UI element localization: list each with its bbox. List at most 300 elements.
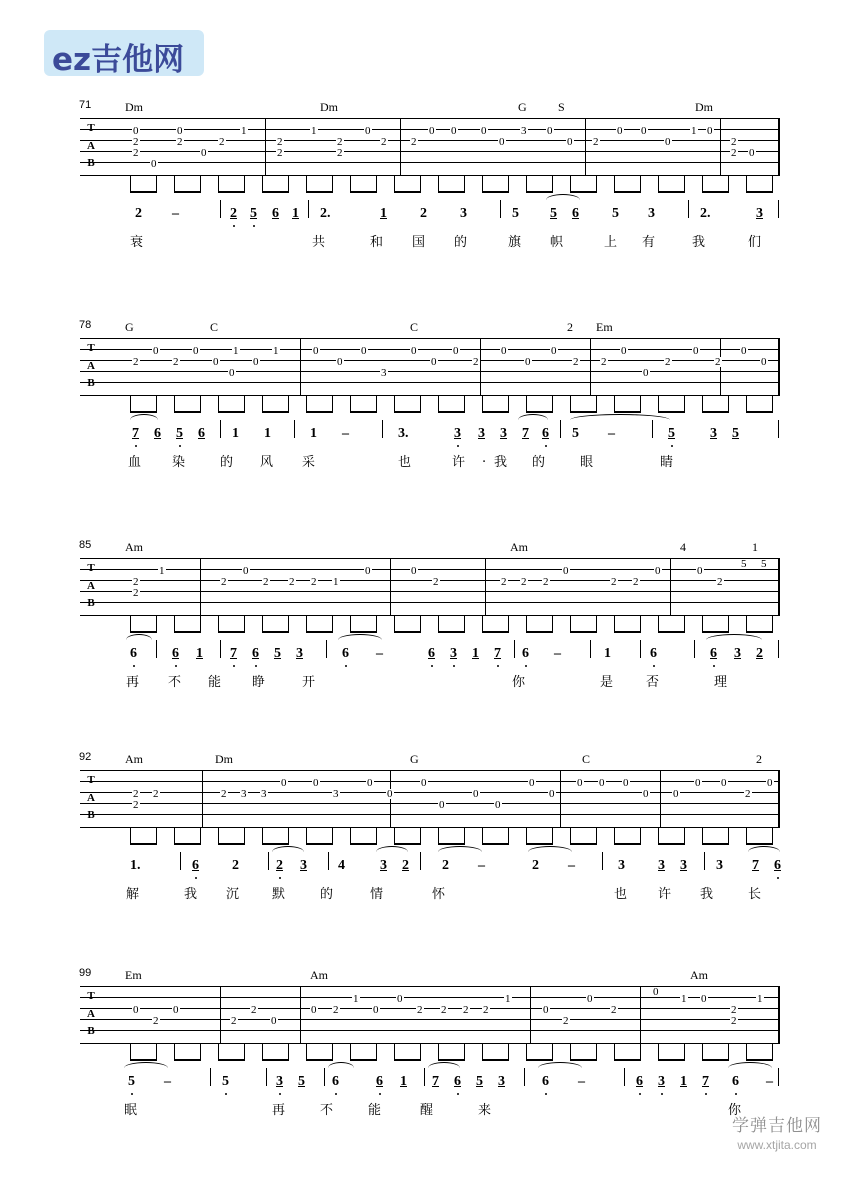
note-stem	[746, 176, 747, 192]
notation-note: 6	[272, 206, 279, 221]
numbered-notation-row	[80, 422, 780, 448]
note-stem	[464, 828, 465, 844]
notation-barline	[778, 1068, 779, 1086]
note-stem	[640, 396, 641, 412]
tab-fret-number: 2	[173, 356, 179, 368]
notation-note: 3	[680, 858, 687, 873]
notation-note: –	[172, 206, 179, 221]
note-stem	[640, 828, 641, 844]
tab-fret-number: 0	[429, 125, 435, 137]
note-beam	[658, 191, 685, 193]
slur-mark	[438, 846, 482, 854]
tab-fret-number: 2	[745, 788, 751, 800]
note-stem	[702, 616, 703, 632]
staff-end-barline	[778, 771, 780, 827]
notation-note: 6	[542, 426, 549, 441]
bottom-watermark-title: 学弹吉他网	[732, 1116, 822, 1135]
lyrics-row	[80, 451, 780, 473]
note-stem	[464, 616, 465, 632]
tab-fret-number: 0	[499, 136, 505, 148]
note-stem	[156, 828, 157, 844]
tab-fret-number: 2	[221, 576, 227, 588]
note-stem	[174, 616, 175, 632]
note-stem	[552, 396, 553, 412]
notation-note: 7	[522, 426, 529, 441]
tab-fret-number: 0	[655, 565, 661, 577]
note-stem	[508, 1044, 509, 1060]
notation-note: 3	[648, 206, 655, 221]
notation-note: 2	[276, 858, 283, 873]
lyric-syllable: 旗	[508, 235, 522, 250]
note-stem	[262, 1044, 263, 1060]
staff-end-barline	[778, 559, 780, 615]
lyric-syllable: 我	[184, 887, 198, 902]
tab-fret-number: 2	[543, 576, 549, 588]
tab-fret-number: 0	[495, 799, 501, 811]
note-beam	[526, 411, 553, 413]
tab-fret-number: 0	[151, 158, 157, 170]
note-stem	[306, 828, 307, 844]
note-stem	[728, 1044, 729, 1060]
tab-fret-number: 2	[563, 1015, 569, 1027]
notation-barline	[424, 1068, 425, 1086]
lyric-syllable: 共	[312, 235, 326, 250]
note-stem	[262, 616, 263, 632]
slur-mark	[126, 634, 152, 642]
note-stem	[438, 1044, 439, 1060]
note-stem	[288, 828, 289, 844]
slur-mark	[272, 846, 304, 854]
notation-note: 3	[460, 206, 467, 221]
note-stem	[420, 176, 421, 192]
tab-fret-number: 0	[665, 136, 671, 148]
notation-note: 6	[732, 1074, 739, 1089]
note-stem	[552, 616, 553, 632]
tab-fret-number: 2	[133, 788, 139, 800]
tab-fret-number: 0	[721, 777, 727, 789]
note-stem	[130, 828, 131, 844]
lyric-syllable: 能	[368, 1103, 382, 1118]
note-stem	[306, 1044, 307, 1060]
tab-fret-number: 2	[153, 1015, 159, 1027]
tab-staff	[80, 118, 780, 176]
note-stem	[684, 176, 685, 192]
note-stem	[306, 176, 307, 192]
lyrics-row	[80, 671, 780, 693]
notation-note: 5	[222, 1074, 229, 1089]
note-stem	[288, 1044, 289, 1060]
note-beam	[438, 191, 465, 193]
notation-barline	[294, 420, 295, 438]
numbered-notation-row	[80, 854, 780, 880]
notation-note: 5	[128, 1074, 135, 1089]
note-stem	[306, 616, 307, 632]
tab-staff	[80, 558, 780, 616]
note-stem	[464, 176, 465, 192]
note-stem	[702, 828, 703, 844]
tab-fret-number: 5	[741, 558, 747, 570]
tab-fret-number: 2	[153, 788, 159, 800]
note-stem	[508, 396, 509, 412]
tab-fret-number: 2	[277, 136, 283, 148]
tab-fret-number: 0	[253, 356, 259, 368]
tab-fret-number: 0	[701, 993, 707, 1005]
tab-fret-number: 2	[611, 576, 617, 588]
notation-note: 3	[276, 1074, 283, 1089]
measure-number: 92	[79, 751, 92, 763]
note-stem	[640, 1044, 641, 1060]
tab-fret-number: 1	[353, 993, 359, 1005]
tab-fret-number: 2	[219, 136, 225, 148]
note-beam	[394, 631, 421, 633]
notation-barline	[778, 420, 779, 438]
lyric-syllable: 我	[700, 887, 714, 902]
note-stem	[482, 616, 483, 632]
notation-note: 7	[230, 646, 237, 661]
notation-note: 6	[650, 646, 657, 661]
notation-note: 6	[192, 858, 199, 873]
tab-fret-number: 2	[441, 1004, 447, 1016]
note-beam	[174, 411, 201, 413]
note-stem	[332, 1044, 333, 1060]
tab-fret-number: 2	[731, 136, 737, 148]
chord-symbol: 1	[752, 540, 758, 554]
tab-fret-number: 2	[221, 788, 227, 800]
tab-fret-number: 0	[693, 345, 699, 357]
note-stem	[174, 176, 175, 192]
note-beam	[746, 1059, 773, 1061]
notation-note: 5	[550, 206, 557, 221]
staff-end-barline	[778, 339, 780, 395]
note-beam	[350, 843, 377, 845]
staff-end-barline	[778, 987, 780, 1043]
notation-note: 5	[176, 426, 183, 441]
tab-fret-number: 0	[451, 125, 457, 137]
notation-note: 1.	[130, 858, 141, 873]
tab-fret-number: 1	[273, 345, 279, 357]
note-stem	[218, 396, 219, 412]
note-beam	[438, 843, 465, 845]
note-stem	[596, 828, 597, 844]
rhythm-stems	[80, 396, 780, 418]
lyrics-row	[80, 883, 780, 905]
tab-fret-number: 2	[521, 576, 527, 588]
note-stem	[658, 616, 659, 632]
tab-fret-number: 0	[153, 345, 159, 357]
tab-fret-number: 2	[417, 1004, 423, 1016]
note-stem	[702, 396, 703, 412]
staff-barline	[640, 987, 641, 1043]
lyric-syllable: 睛	[660, 455, 674, 470]
tab-fret-number: 0	[525, 356, 531, 368]
note-stem	[526, 396, 527, 412]
note-beam	[306, 1059, 333, 1061]
note-stem	[614, 828, 615, 844]
note-stem	[244, 828, 245, 844]
tab-fret-number: 2	[611, 1004, 617, 1016]
note-stem	[552, 828, 553, 844]
notation-barline	[308, 200, 309, 218]
notation-note: 5	[274, 646, 281, 661]
note-beam	[218, 843, 245, 845]
notation-note: 7	[752, 858, 759, 873]
slur-mark	[706, 634, 762, 642]
note-stem	[288, 616, 289, 632]
note-stem	[332, 176, 333, 192]
tab-fret-number: 3	[241, 788, 247, 800]
note-beam	[306, 411, 333, 413]
note-stem	[200, 1044, 201, 1060]
notation-barline	[220, 640, 221, 658]
note-stem	[728, 176, 729, 192]
note-stem	[464, 1044, 465, 1060]
notation-note: 2.	[320, 206, 331, 221]
notation-barline	[156, 640, 157, 658]
notation-note: 3	[500, 426, 507, 441]
note-beam	[130, 191, 157, 193]
tab-fret-number: 0	[453, 345, 459, 357]
tab-fret-number: 3	[381, 367, 387, 379]
tab-fret-number: 2	[381, 136, 387, 148]
lyric-syllable: 不	[320, 1103, 334, 1118]
tab-fret-number: 2	[717, 576, 723, 588]
lyric-syllable: 理	[714, 675, 728, 690]
note-beam	[614, 843, 641, 845]
note-stem	[596, 616, 597, 632]
tab-fret-number: 2	[133, 356, 139, 368]
note-beam	[526, 843, 553, 845]
lyric-syllable: 许	[658, 887, 672, 902]
note-stem	[394, 828, 395, 844]
chord-symbol: Dm	[125, 100, 143, 114]
tab-fret-number: 0	[411, 345, 417, 357]
staff-barline	[202, 771, 203, 827]
note-stem	[526, 176, 527, 192]
notation-note: 6	[542, 1074, 549, 1089]
notation-note: 6	[454, 1074, 461, 1089]
note-beam	[218, 1059, 245, 1061]
chord-row	[80, 320, 780, 336]
staff-barline	[660, 771, 661, 827]
chord-symbol: 2	[567, 320, 573, 334]
notation-note: 2	[232, 858, 239, 873]
music-system	[80, 320, 780, 473]
note-beam	[658, 1059, 685, 1061]
tab-fret-number: 0	[621, 345, 627, 357]
chord-symbol: Am	[125, 540, 143, 554]
note-stem	[570, 616, 571, 632]
tab-fret-number: 2	[463, 1004, 469, 1016]
staff-barline	[265, 119, 266, 175]
tab-fret-number: 0	[367, 777, 373, 789]
tab-fret-number: 2	[483, 1004, 489, 1016]
note-stem	[728, 828, 729, 844]
chord-symbol: Dm	[320, 100, 338, 114]
tab-fret-number: 0	[653, 986, 659, 998]
notation-barline	[328, 852, 329, 870]
notation-note: 5	[512, 206, 519, 221]
note-beam	[746, 843, 773, 845]
note-stem	[244, 1044, 245, 1060]
note-stem	[614, 616, 615, 632]
notation-note: 6	[376, 1074, 383, 1089]
lyric-syllable: 我	[692, 235, 706, 250]
note-stem	[438, 396, 439, 412]
chord-symbol: 2	[756, 752, 762, 766]
slur-mark	[528, 846, 572, 854]
note-beam	[614, 191, 641, 193]
note-stem	[614, 1044, 615, 1060]
note-stem	[508, 176, 509, 192]
slur-mark	[538, 1062, 582, 1070]
tab-clef: T A B	[87, 122, 95, 169]
note-beam	[570, 843, 597, 845]
tab-fret-number: 0	[373, 1004, 379, 1016]
rhythm-stems	[80, 616, 780, 638]
notation-barline	[326, 640, 327, 658]
note-stem	[376, 616, 377, 632]
tab-fret-number: 0	[173, 1004, 179, 1016]
tab-fret-number: 0	[695, 777, 701, 789]
notation-note: 6	[572, 206, 579, 221]
note-beam	[658, 843, 685, 845]
note-beam	[174, 1059, 201, 1061]
notation-note: –	[608, 426, 615, 441]
note-beam	[482, 631, 509, 633]
note-stem	[658, 1044, 659, 1060]
chord-symbol: Dm	[695, 100, 713, 114]
note-beam	[746, 411, 773, 413]
chord-symbol: Am	[690, 968, 708, 982]
tab-fret-number: 0	[229, 367, 235, 379]
tab-fret-number: 0	[563, 565, 569, 577]
lyric-syllable: 的	[454, 235, 468, 250]
tab-fret-number: 2	[731, 1015, 737, 1027]
tab-fret-number: 0	[551, 345, 557, 357]
note-beam	[746, 631, 773, 633]
notation-note: 5	[572, 426, 579, 441]
note-beam	[306, 843, 333, 845]
staff-barline	[220, 987, 221, 1043]
note-stem	[130, 176, 131, 192]
note-beam	[746, 191, 773, 193]
note-stem	[772, 616, 773, 632]
tab-fret-number: 1	[681, 993, 687, 1005]
lyric-syllable: 衰	[130, 235, 144, 250]
note-stem	[420, 828, 421, 844]
note-stem	[552, 176, 553, 192]
tab-fret-number: 2	[715, 356, 721, 368]
tab-fret-number: 3	[521, 125, 527, 137]
music-system	[80, 100, 780, 253]
notation-note: 7	[702, 1074, 709, 1089]
tab-fret-number: 2	[133, 799, 139, 811]
tab-fret-number: 3	[333, 788, 339, 800]
tab-staff	[80, 986, 780, 1044]
note-beam	[614, 1059, 641, 1061]
notation-note: 2	[420, 206, 427, 221]
tab-fret-number: 2	[289, 576, 295, 588]
note-stem	[174, 1044, 175, 1060]
tab-fret-number: 0	[313, 777, 319, 789]
note-beam	[482, 1059, 509, 1061]
notation-barline	[220, 200, 221, 218]
note-stem	[438, 828, 439, 844]
note-stem	[746, 1044, 747, 1060]
note-beam	[350, 191, 377, 193]
note-stem	[438, 176, 439, 192]
lyric-syllable: 你	[728, 1103, 742, 1118]
tab-fret-number: 0	[741, 345, 747, 357]
notation-barline	[778, 640, 779, 658]
tab-fret-number: 0	[617, 125, 623, 137]
site-logo-text: ez吉他网	[52, 42, 185, 78]
tab-fret-number: 0	[623, 777, 629, 789]
note-beam	[262, 843, 289, 845]
tab-clef: T A B	[87, 990, 95, 1037]
note-stem	[174, 828, 175, 844]
tab-fret-number: 0	[577, 777, 583, 789]
tab-fret-number: 0	[201, 147, 207, 159]
notation-barline	[324, 1068, 325, 1086]
note-stem	[746, 828, 747, 844]
lyric-syllable: 来	[478, 1103, 492, 1118]
tab-fret-number: 1	[757, 993, 763, 1005]
note-stem	[482, 1044, 483, 1060]
notation-note: 2	[532, 858, 539, 873]
note-stem	[218, 176, 219, 192]
tab-fret-number: 1	[159, 565, 165, 577]
note-stem	[200, 828, 201, 844]
tab-fret-number: 0	[431, 356, 437, 368]
note-beam	[262, 1059, 289, 1061]
notation-note: 3	[658, 858, 665, 873]
notation-barline	[602, 852, 603, 870]
tab-fret-number: 2	[573, 356, 579, 368]
note-stem	[332, 828, 333, 844]
notation-note: 4	[338, 858, 345, 873]
notation-note: 2.	[700, 206, 711, 221]
note-stem	[394, 396, 395, 412]
note-stem	[394, 176, 395, 192]
note-stem	[526, 1044, 527, 1060]
slur-mark	[428, 1062, 460, 1070]
note-stem	[614, 176, 615, 192]
tab-staff	[80, 338, 780, 396]
note-beam	[614, 411, 641, 413]
note-beam	[438, 631, 465, 633]
note-stem	[508, 616, 509, 632]
chord-row	[80, 540, 780, 556]
note-beam	[702, 1059, 729, 1061]
chord-symbol: 4	[680, 540, 686, 554]
music-system	[80, 540, 780, 693]
note-beam	[174, 191, 201, 193]
tab-fret-number: 2	[633, 576, 639, 588]
note-stem	[658, 396, 659, 412]
slur-mark	[130, 414, 158, 422]
notation-barline	[500, 200, 501, 218]
lyric-syllable: 长	[748, 887, 762, 902]
note-stem	[244, 616, 245, 632]
lyrics-row	[80, 1099, 780, 1121]
note-stem	[350, 396, 351, 412]
lyric-syllable: 再	[272, 1103, 286, 1118]
tab-fret-number: 0	[365, 125, 371, 137]
chord-symbol: S	[558, 100, 565, 114]
note-stem	[640, 616, 641, 632]
notation-note: 3	[300, 858, 307, 873]
